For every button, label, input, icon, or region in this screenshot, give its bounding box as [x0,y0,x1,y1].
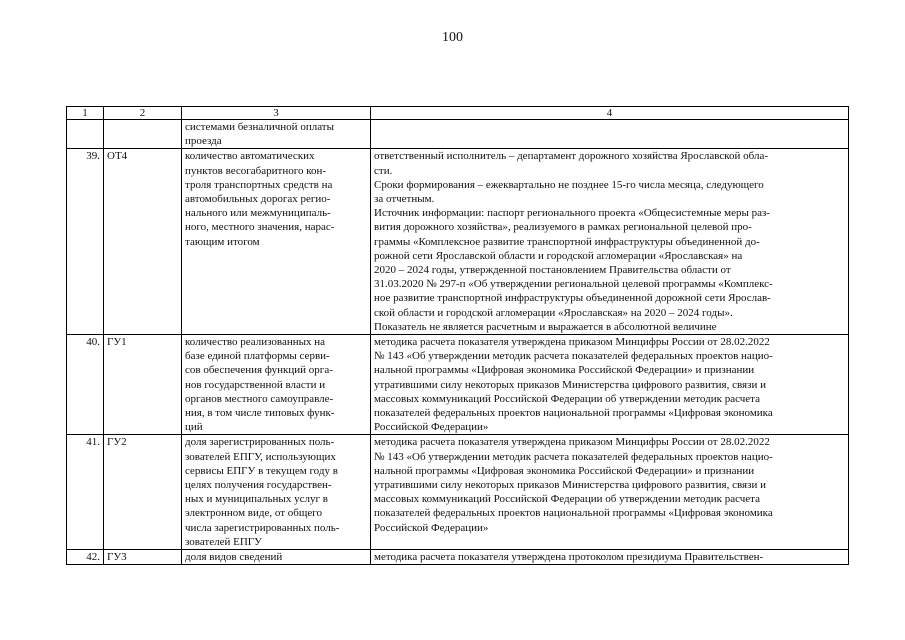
table-row [67,550,849,565]
indicator-description: системами безналичной оплаты проезда [182,120,371,149]
row-number: 41. [67,435,104,550]
indicator-description: доля видов сведений [182,550,371,565]
table-row [67,149,849,335]
indicator-description: количество автоматических пунктов весогабаритного кон- троля транспортных средств на автомобильных дорогах регио- нального или межмуниципаль- ного, местного значения, нарас- тающим итогом [182,149,371,335]
row-code: ГУ1 [104,335,182,435]
row-number: 39. [67,149,104,335]
indicator-description: количество реализованных на базе единой платформы серви- сов обеспечения функций орга- нов государственной власти и органов местного самоуправле- ния, в том числе типовых функ- ций [182,335,371,435]
indicator-details: ответственный исполнитель – департамент дорожного хозяйства Ярославской обла- сти. Сроки формирования – ежеквартально не позднее 15-го числа месяца, следующего за отчетным. Источник информации: паспорт регионального проекта «Общесистемные меры раз- вития дорожного хозяйства», реализуемого в рамках региональной целевой про- граммы «Комплексное развитие транспортной инфраструктуры объединенной до- рожной сети Ярославской области и городской агломерации «Ярославская» на 2020 – 2024 годы, утвержденной постановлением Правительства области от 31.03.2020 № 297-п «Об утверждении региональной целевой программы «Комплекс- ное развитие транспортной инфраструктуры объединенной дорожной сети Ярослав- ской области и городской агломерации «Ярославская» на 2020 – 2024 годы». Показатель не является расчетным и выражается в абсолютной величине [371,149,849,335]
row-code-cell [104,120,182,149]
table-row [67,435,849,550]
table-row-continuation [67,120,849,149]
row-number: 42. [67,550,104,565]
indicator-details: методика расчета показателя утверждена протоколом президиума Правительствен- [371,550,849,565]
header-cell-3: 3 [182,107,371,120]
row-number-cell [67,120,104,149]
indicator-details: методика расчета показателя утверждена приказом Минцифры России от 28.02.2022 № 143 «Об утверждении методик расчета показателей федеральных проектов нацио- нальной программы «Цифровая экономика Российской Федерации» и признании утратившими силу некоторых приказов Министерства цифрового развития, связи и массовых коммуникаций Российской Федерации об утверждении методик расчета показателей федеральных проектов национальной программы «Цифровая экономика Российской Федерации» [371,335,849,435]
header-cell-1: 1 [67,107,104,120]
row-code: ГУ3 [104,550,182,565]
indicator-description: доля зарегистрированных поль- зователей ЕПГУ, использующих сервисы ЕПГУ в текущем году в целях получения государствен- ных и муниципальных услуг в электронном виде, от общего числа зарегистрированных поль- зователей ЕПГУ [182,435,371,550]
indicator-details: методика расчета показателя утверждена приказом Минцифры России от 28.02.2022 № 143 «Об утверждении методик расчета показателей федеральных проектов нацио- нальной программы «Цифровая экономика Российской Федерации» и признании утратившими силу некоторых приказов Министерства цифрового развития, связи и массовых коммуникаций Российской Федерации об утверждении методик расчета показателей федеральных проектов национальной программы «Цифровая экономика Российской Федерации» [371,435,849,550]
row-code: ОТ4 [104,149,182,335]
table-row [67,335,849,435]
header-cell-4: 4 [371,107,849,120]
table-header-row [67,107,849,120]
header-cell-2: 2 [104,107,182,120]
indicator-table [66,106,849,565]
indicator-details [371,120,849,149]
page-number: 100 [442,30,463,45]
row-number: 40. [67,335,104,435]
row-code: ГУ2 [104,435,182,550]
